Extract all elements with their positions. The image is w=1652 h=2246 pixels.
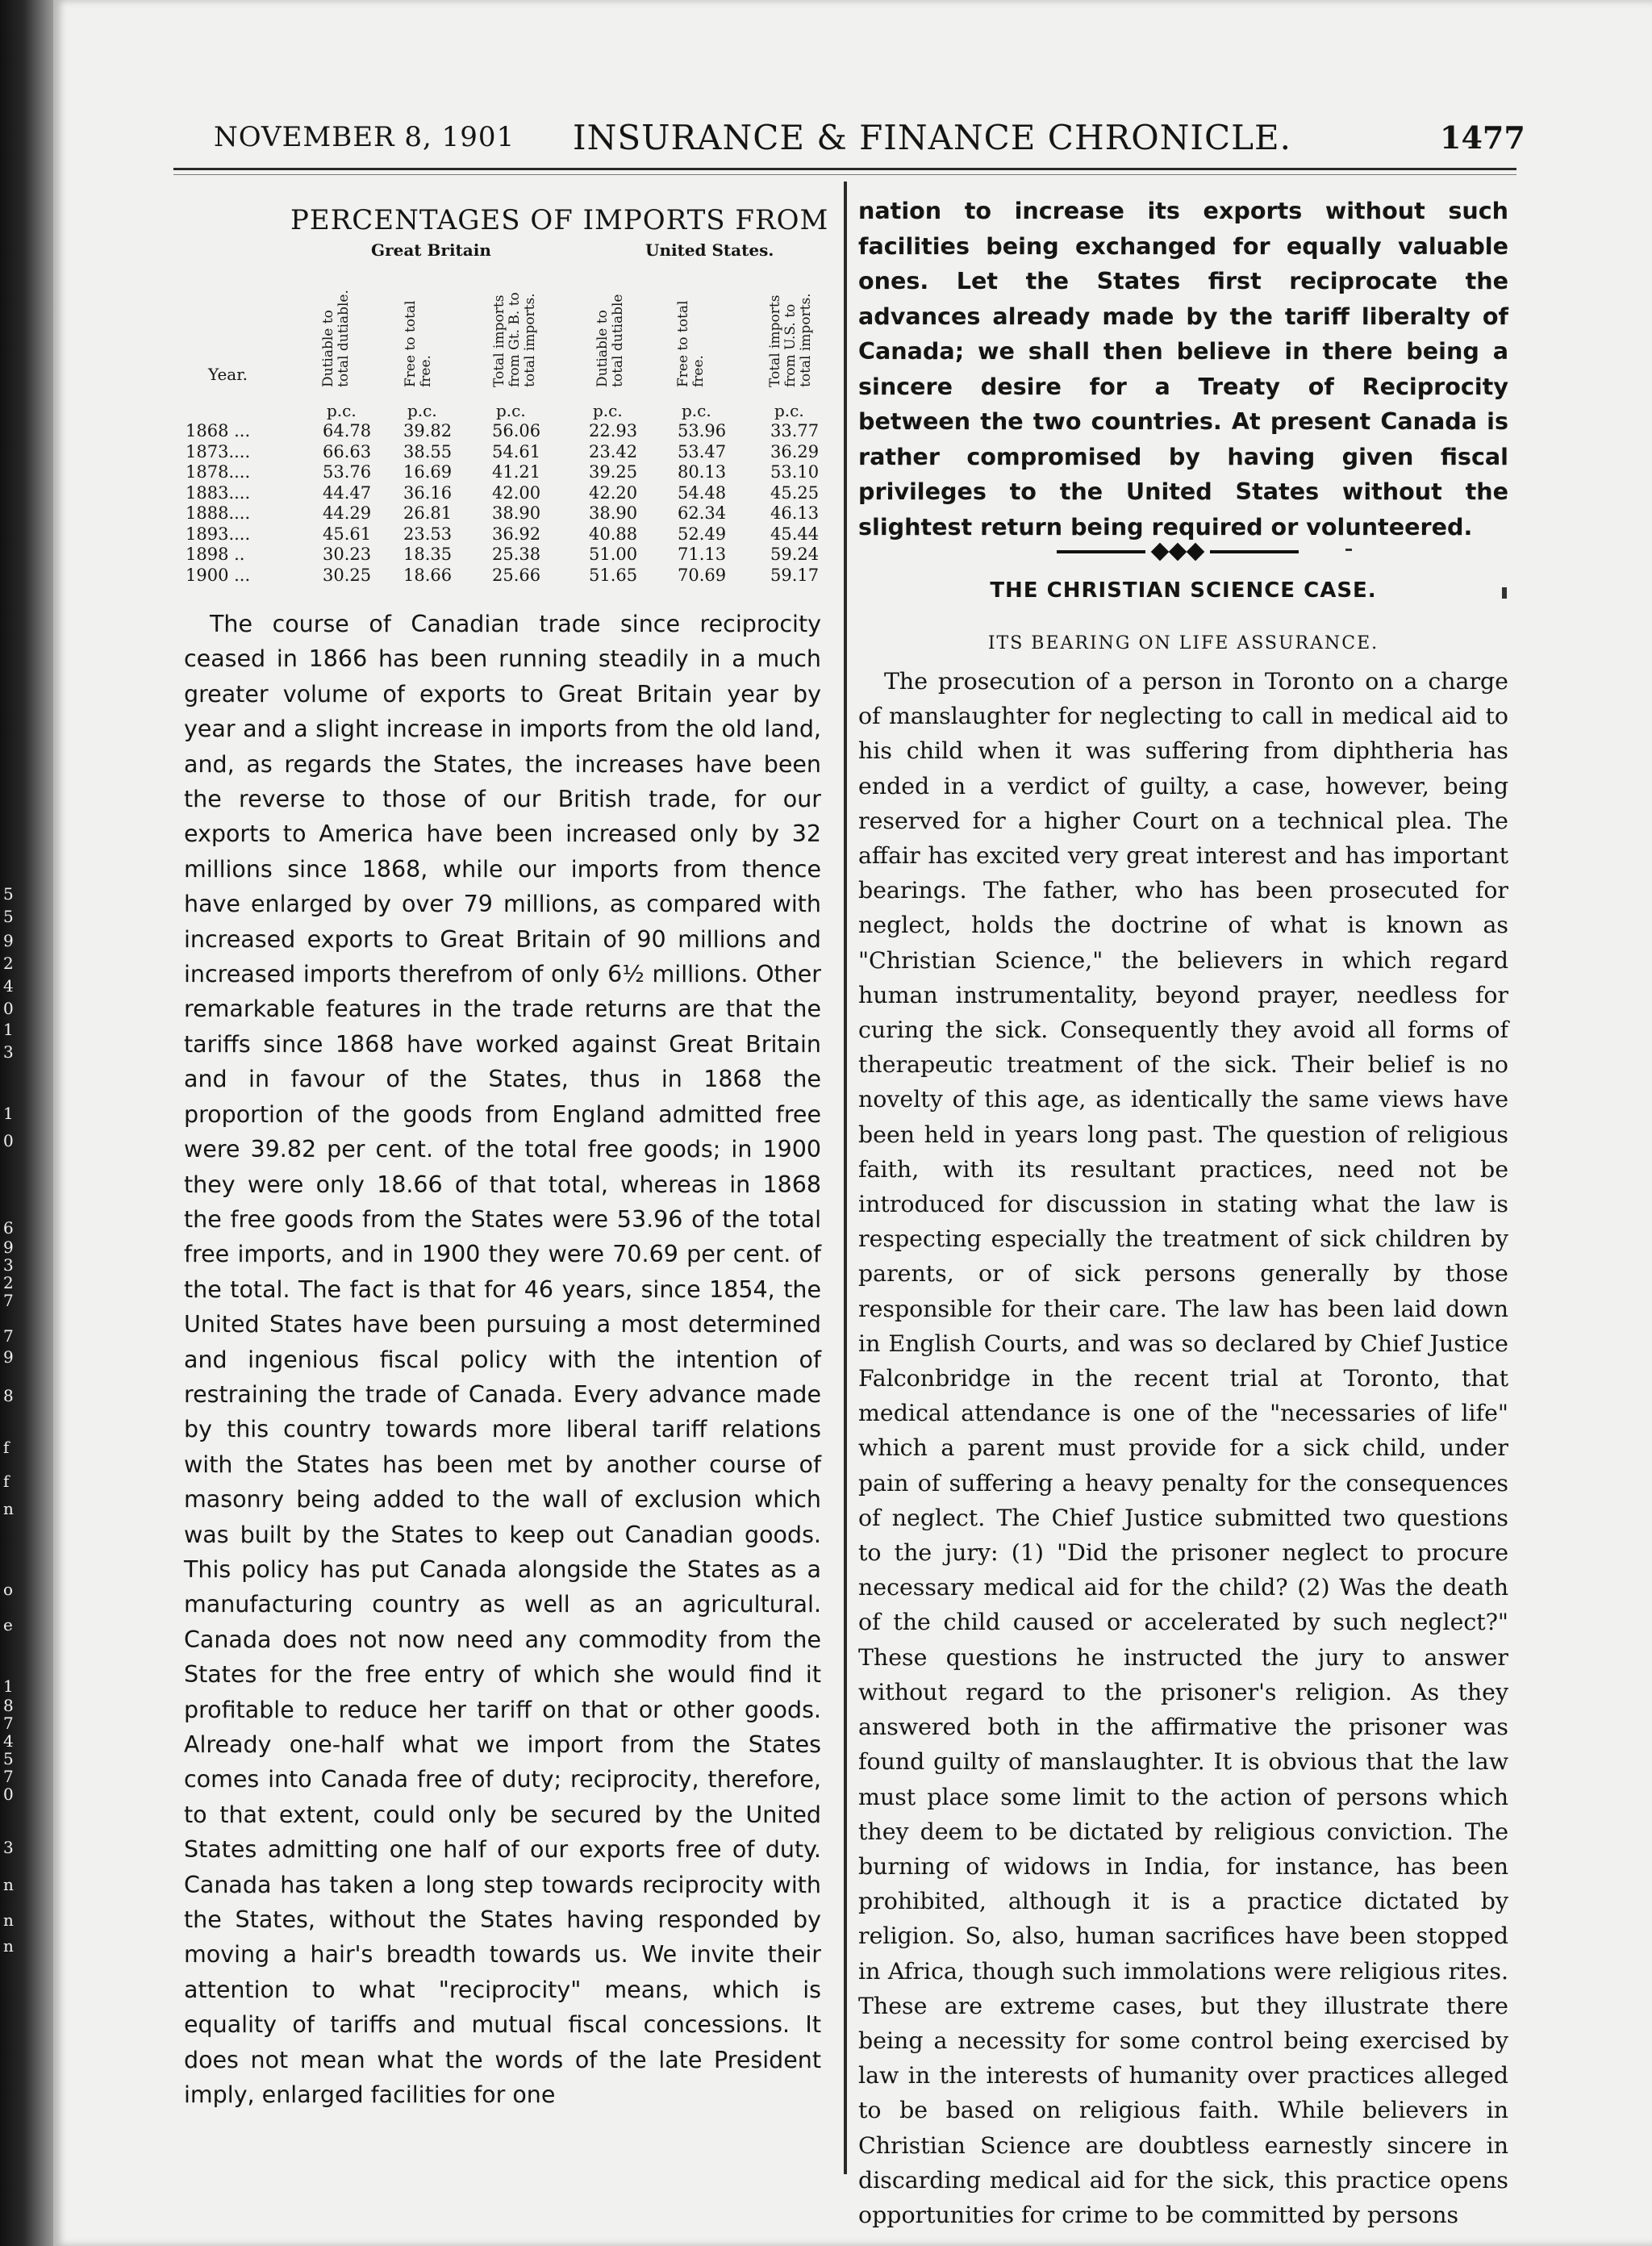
column-header-text: Total imports from U.S. to total imports.	[767, 293, 814, 387]
edge-char: 1	[3, 1676, 14, 1696]
unit-label: p.c.	[774, 401, 804, 420]
edge-char: n	[3, 1910, 14, 1930]
value-cell: 38.90	[589, 503, 638, 523]
group-great-britain: Great Britain	[371, 240, 491, 260]
ornament-diamond	[1151, 543, 1170, 562]
year-cell: 1898 ..	[186, 545, 245, 564]
unit-label: p.c.	[496, 401, 526, 420]
edge-char: n	[3, 1875, 14, 1894]
value-cell: 18.66	[403, 565, 453, 585]
edge-char: n	[3, 1936, 14, 1956]
column-header-text: Total imports from Gt. B. to total imports.	[491, 292, 538, 387]
value-cell: 59.17	[770, 565, 820, 585]
edge-char: f	[3, 1472, 10, 1491]
column-divider	[844, 182, 847, 2174]
column-header-text: Dutiable to total dutiable.	[320, 290, 352, 387]
table-row	[186, 421, 831, 440]
ornament-line	[1057, 550, 1145, 553]
value-cell: 53.76	[323, 462, 372, 482]
right-column-article	[858, 664, 1508, 2232]
section-ornament	[1057, 544, 1299, 560]
section-subtitle: ITS BEARING ON LIFE ASSURANCE.	[987, 633, 1379, 653]
edge-char: e	[3, 1615, 13, 1634]
unit-label: p.c.	[327, 401, 357, 420]
unit-label: p.c.	[407, 401, 437, 420]
header-date: NOVEMBER 8, 1901	[214, 121, 515, 153]
section-title: THE CHRISTIAN SCIENCE CASE.	[990, 578, 1377, 603]
unit-label: p.c.	[593, 401, 623, 420]
column-header	[768, 274, 865, 387]
value-cell: 45.25	[770, 482, 820, 503]
ornament-line	[1210, 550, 1299, 553]
value-cell: 51.00	[589, 545, 638, 564]
year-cell: 1900 ...	[186, 565, 251, 585]
column-header	[676, 274, 773, 387]
value-cell: 33.77	[770, 421, 820, 440]
value-cell: 40.88	[589, 524, 638, 544]
column-header-text: Free to total free.	[675, 300, 707, 387]
value-cell: 36.29	[770, 441, 820, 461]
edge-char: 7	[3, 1714, 14, 1733]
value-cell: 23.53	[403, 524, 453, 544]
value-cell: 38.55	[403, 441, 453, 461]
edge-char: 5	[3, 907, 14, 926]
value-cell: 80.13	[678, 462, 727, 482]
print-speck	[1345, 549, 1352, 551]
table-row	[186, 483, 831, 503]
value-cell: 42.00	[492, 482, 541, 503]
edge-char: 7	[3, 1291, 14, 1310]
table-row	[186, 524, 831, 544]
year-cell: 1868 ...	[186, 421, 251, 440]
value-cell: 22.93	[589, 421, 638, 440]
article-paragraph: The prosecution of a person in Toronto on a charge of manslaughter for neglecting to call in medical aid to his child when it was suffering from diphtheria has ended in a verdict of guilty, a case, however, being reserved for a higher Court on a technical plea. The affair has excited very great interest and has important bearings. The father, who has been prosecuted for neglect, holds the doctrine of what is known as "Christian Science," the believers in which regard human instrumentality, beyond prayer, needless for curing the sick. Consequently they avoid all forms of therapeutic treatment of the sick. Their belief is no novelty of this age, as identically the same views have been held in years long past. The question of religious faith, with its resultant practices, need not be introduced for discussion in stating what the law is respecting especially the treatment of sick children by parents, or of sick persons generally by those responsible for their care. The law has been laid down in English Courts, and was so declared by Chief Justice Falconbridge in the recent trial at Toronto, that medical attendance is one of the "necessaries of life" which a parent must provide for a sick child, under pain of suffering a heavy penalty for the consequences of neglect. The Chief Justice submitted two questions to the jury: (1) "Did the prisoner neglect to procure necessary medical aid for the child? (2) Was the death of the child caused or accelerated by such neglect?" These questions he instructed the jury to answer without regard to the prisoner's religion. As they answered both in the affirmative the prisoner was found guilty of manslaughter. It is obvious that the law must place some limit to the action of persons which they deem to be dictated by religious conviction. The burning of widows in India, for instance, has been prohibited, although it is a practice dictated by religion. So, also, human sacrifices have been stopped in Africa, though such immolations were religious rites. These are extreme cases, but they illustrate there being a necessity for some control being exercised by law in the interests of humanity over practices alleged to be based on religious faith. While believers in Christian Science are doubtless earnestly sincere in discarding medical aid for the sick, this practice opens opportunities for crime to be committed by persons	[858, 668, 1508, 2228]
edge-char: 9	[3, 1347, 14, 1367]
value-cell: 44.29	[323, 503, 372, 523]
header-rule-thin	[173, 174, 1516, 175]
edge-char: 6	[3, 1218, 14, 1238]
right-column-continuation	[858, 194, 1508, 545]
year-cell: 1893....	[186, 524, 251, 544]
value-cell: 53.10	[770, 462, 820, 482]
edge-char: 0	[3, 1131, 14, 1150]
trade-paragraph: The course of Canadian trade since reciprocity ceased in 1866 has been running steadily in a much greater volume of exports to Great Britain year by year and a slight increase in imports from the old land, and, as regards the States, the increases have been the reverse to those of our British trade, for our exports to America have been increased only by 32 millions since 1868, while our imports from thence have enlarged by over 79 millions, as compared with increased exports to Great Britain of 90 millions and increased imports therefrom of only 6½ millions. Other remarkable features in the trade returns are that the tariffs since 1868 have worked against Great Britain and in favour of the States, thus in 1868 the proportion of the goods from England admitted free were 39.82 per cent. of the total free goods; in 1900 they were only 18.66 of that total, whereas in 1868 the free goods from the States were 53.96 of the total free imports, and in 1900 they were 70.69 per cent. of the total. The fact is that for 46 years, since 1854, the United States have been pursuing a most determined and ingenious fiscal policy with the intention of restraining the trade of Canada. Every advance made by this country towards more liberal tariff relations with the States has been met by another course of masonry being added to the wall of exclusion which was built by the States to keep out Canadian goods. This policy has put Canada alongside the States as a manufacturing country as well as an agricultural. Canada does not now need any commodity from the States for the free entry of which she would find it profitable to reduce her tariff on that or other goods. Already one-half what we import from the States comes into Canada free of duty; reciprocity, therefore, to that extent, could only be secured by the United States admitting one half of our exports free of duty. Canada has taken a long step towards reciprocity with the States, without the States having responded by moving a hair's breadth towards us. We invite their attention to what "reciprocity" means, which is equality of tariffs and mutual fiscal concessions. It does not mean what the words of the late President imply, enlarged facilities for one	[184, 611, 821, 2109]
value-cell: 23.42	[589, 441, 638, 461]
header-rule	[173, 168, 1516, 170]
value-cell: 45.61	[323, 524, 372, 544]
year-cell: 1878....	[186, 462, 251, 482]
edge-char: 9	[3, 931, 14, 950]
value-cell: 64.78	[323, 421, 372, 440]
header-title: INSURANCE & FINANCE CHRONICLE.	[573, 118, 1291, 157]
value-cell: 59.24	[770, 545, 820, 564]
value-cell: 30.25	[323, 565, 372, 585]
column-header-text: Free to total free.	[403, 300, 434, 387]
unit-label: p.c.	[682, 401, 711, 420]
value-cell: 52.49	[678, 524, 727, 544]
table-row	[186, 503, 831, 523]
edge-char: 8	[3, 1386, 14, 1405]
edge-char: 9	[3, 1238, 14, 1257]
value-cell: 36.16	[403, 482, 453, 503]
value-cell: 39.25	[589, 462, 638, 482]
edge-char: 3	[3, 1042, 14, 1062]
value-cell: 56.06	[492, 421, 541, 440]
value-cell: 51.65	[589, 565, 638, 585]
value-cell: 39.82	[403, 421, 453, 440]
continuation-paragraph: nation to increase its exports without such facilities being exchanged for equally valuable ones. Let the States first reciprocate the advances already made by the tariff liberalty of Canada; we shall then believe in there being a sincere desire for a Treaty of Reciprocity between the two countries. At present Canada is rather compromised by having given fiscal privileges to the United States without the slightest return being required or volunteered.	[858, 197, 1508, 541]
column-header-text: Dutiable to total dutiable	[594, 294, 626, 387]
edge-char: 7	[3, 1767, 14, 1786]
value-cell: 53.47	[678, 441, 727, 461]
value-cell: 26.81	[403, 503, 453, 523]
value-cell: 53.96	[678, 421, 727, 440]
year-cell: 1883....	[186, 482, 251, 503]
edge-char: 0	[3, 999, 14, 1018]
value-cell: 62.34	[678, 503, 727, 523]
running-header	[214, 118, 1525, 169]
left-column	[184, 607, 821, 2112]
ornament-diamond	[1187, 543, 1205, 562]
table-row	[186, 545, 831, 564]
value-cell: 38.90	[492, 503, 541, 523]
value-cell: 71.13	[678, 545, 727, 564]
edge-char: 1	[3, 1020, 14, 1039]
column-header	[403, 274, 500, 387]
edge-char: 5	[3, 1749, 14, 1768]
edge-char: 3	[3, 1255, 14, 1275]
edge-char: n	[3, 1499, 14, 1518]
value-cell: 44.47	[323, 482, 372, 503]
edge-char: 0	[3, 1785, 14, 1804]
value-cell: 18.35	[403, 545, 453, 564]
column-header	[492, 274, 589, 387]
value-cell: 70.69	[678, 565, 727, 585]
value-cell: 25.38	[492, 545, 541, 564]
value-cell: 25.66	[492, 565, 541, 585]
value-cell: 42.20	[589, 482, 638, 503]
value-cell: 54.48	[678, 482, 727, 503]
edge-char: 2	[3, 954, 14, 973]
value-cell: 46.13	[770, 503, 820, 523]
value-cell: 30.23	[323, 545, 372, 564]
table-title: PERCENTAGES OF IMPORTS FROM	[290, 204, 829, 236]
value-cell: 36.92	[492, 524, 541, 544]
value-cell: 41.21	[492, 462, 541, 482]
year-cell: 1888....	[186, 503, 251, 523]
table-row	[186, 566, 831, 585]
table-row	[186, 462, 831, 482]
edge-char: 1	[3, 1104, 14, 1123]
edge-char: 5	[3, 884, 14, 904]
edge-char: 4	[3, 1731, 14, 1751]
ornament-diamond	[1169, 543, 1187, 562]
edge-char: 7	[3, 1326, 14, 1346]
value-cell: 54.61	[492, 441, 541, 461]
edge-char: o	[3, 1580, 14, 1599]
group-united-states: United States.	[645, 240, 774, 260]
edge-char: 8	[3, 1696, 14, 1715]
edge-char: 4	[3, 976, 14, 996]
value-cell: 45.44	[770, 524, 820, 544]
book-spine	[0, 0, 53, 2246]
page-number: 1477	[1440, 119, 1525, 156]
value-cell: 66.63	[323, 441, 372, 461]
edge-char: f	[3, 1438, 10, 1457]
edge-char: 3	[3, 1838, 14, 1857]
edge-char: 2	[3, 1273, 14, 1292]
year-header: Year.	[208, 365, 248, 384]
value-cell: 16.69	[403, 462, 453, 482]
year-cell: 1873....	[186, 441, 251, 461]
table-row	[186, 442, 831, 461]
